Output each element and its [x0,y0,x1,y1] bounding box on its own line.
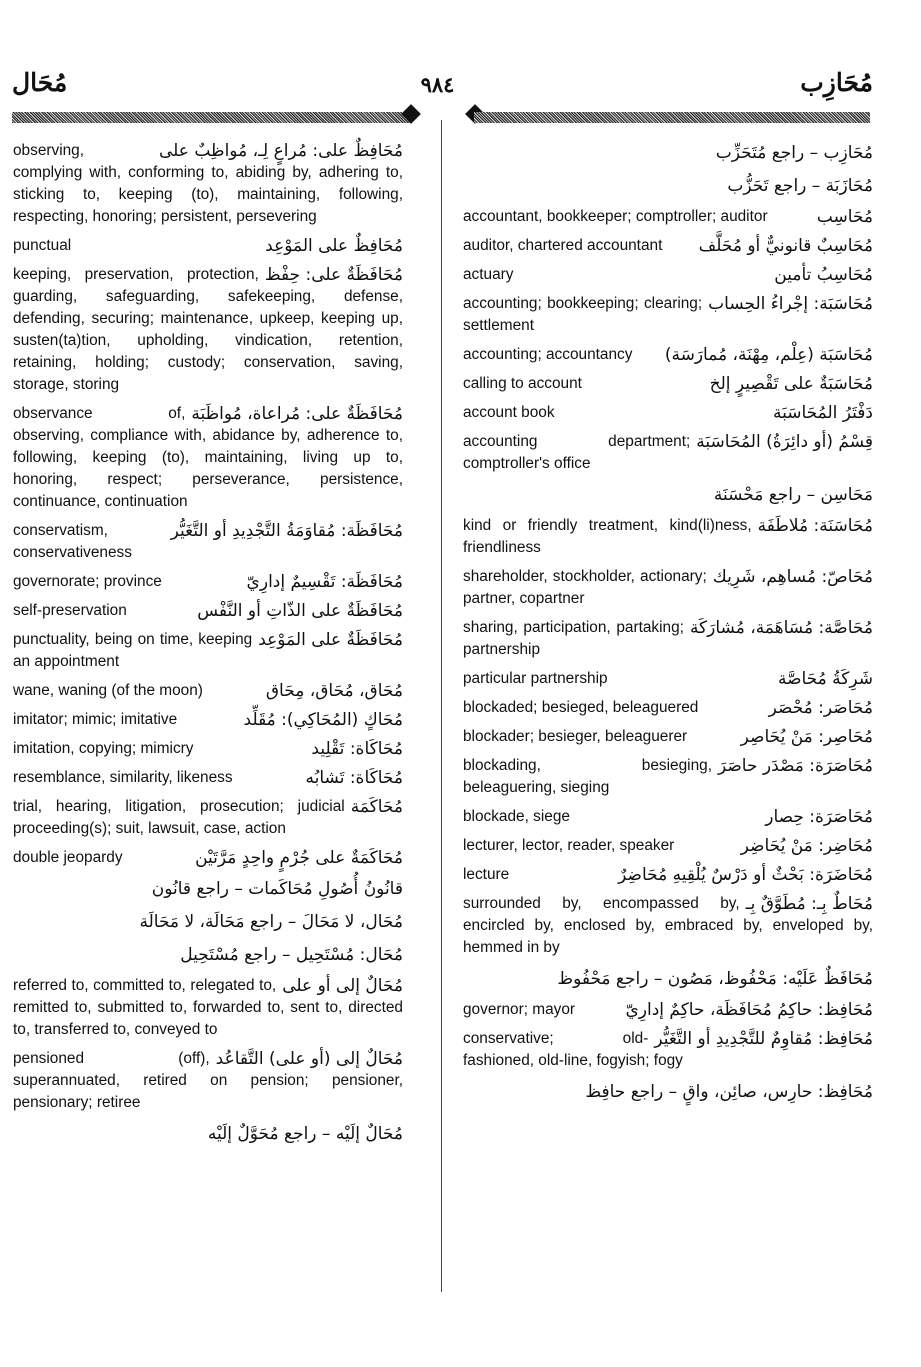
dictionary-entry [463,893,873,959]
arabic-headword: مُحَافَظَةٌ على المَوْعِد [258,630,403,650]
dictionary-entry [13,796,403,840]
dictionary-entry [463,1079,873,1105]
arabic-headword: مُحَاصَرَة: مَصْدَر حاصَرَ [717,756,873,776]
dictionary-entry [463,344,873,366]
arabic-headword: مُحَاكٍ (المُحَاكِي): مُقَلِّد [243,710,403,730]
arabic-headword: دَفْتَرُ المُحَاسَبَة [773,403,873,423]
header-guide-word-left: مُحَال [12,68,68,97]
dictionary-entry [13,942,403,968]
header-rule-right [474,112,870,123]
dictionary-entry [463,835,873,857]
dictionary-entry [463,617,873,661]
english-definition: blockading, besieging, beleaguering, sieging [463,757,712,796]
arabic-headword: مُحَافِظٌ على: مُراعٍ لِـ، مُواظِبٌ على [159,141,403,161]
arabic-headword: مُحَاسِبُ تأمين [774,265,873,285]
dictionary-entry [463,668,873,690]
english-definition: pensioned (off), superannuated, retired on pension; pensioner, pensionary; retiree [13,1050,403,1111]
english-definition: blockaded; besieged, beleaguered [463,699,699,716]
english-definition: blockade, siege [463,808,570,825]
english-definition: kind or friendly treatment, kind(li)ness, friendliness [463,517,752,556]
english-definition: imitation, copying; mimicry [13,740,194,757]
english-definition: punctuality, being on time, keeping an appointment [13,631,253,670]
arabic-cross-reference: مُحَال، لا مَحَالَ – راجع مَحَالَة، لا مَحَالَة [139,912,403,932]
arabic-headword: مُحَاسِبٌ قانونيٌّ أو مُحَلَّف [698,236,873,256]
english-definition: lecture [463,866,510,883]
arabic-headword: مُحَالٌ إلى (أو على) التَّقاعُد [215,1049,403,1069]
arabic-headword: مُحَافَظَة: مُقاوَمَةُ التَّجْدِيدِ أو التَّغَيُّر [170,521,403,541]
header-guide-word-right: مُحَازِب [800,68,873,97]
dictionary-entry [463,1028,873,1072]
dictionary-entry [463,431,873,475]
english-definition: account book [463,404,555,421]
column-divider [441,120,442,1292]
dictionary-entry [13,403,403,513]
dictionary-entry [13,571,403,593]
arabic-headword: مُحَاكَمَة [350,797,403,817]
arabic-headword: مُحَاسِب [816,207,873,227]
english-definition: keeping, preservation, protection, guarding, safeguarding, safekeeping, defense, defending, securing; maintenance, upkeep, keeping up, susten(ta)tion, upholding, vindication, retention, retaining, holding; custody; conservation, saving, storage, storing [13,266,403,393]
arabic-cross-reference: مَحَاسِن – راجع مَحْسَنَة [713,485,873,505]
english-definition: particular partnership [463,670,608,687]
arabic-cross-reference: مُحَافَظٌ عَلَيْه: مَحْفُوظ، مَصُون – راجع مَحْفُوظ [557,969,873,989]
dictionary-entry [463,966,873,992]
dictionary-entry [13,738,403,760]
dictionary-entry [463,482,873,508]
english-definition: surrounded by, encompassed by, encircled by, enclosed by, embraced by, enveloped by, hemmed in by [463,895,873,956]
arabic-headword: مُحَاصَّة: مُسَاهَمَة، مُشارَكَة [689,618,873,638]
english-definition: governor; mayor [463,1001,576,1018]
dictionary-entry [463,402,873,424]
arabic-headword: مُحَاسَبَة: إجْراءُ الحِساب [708,294,873,314]
english-definition: blockader; besieger, beleaguerer [463,728,688,745]
dictionary-entry [13,264,403,396]
arabic-headword: مُحَاسَبَة (عِلْم، مِهْنَة، مُمارَسَة) [664,345,873,365]
dictionary-entry [463,235,873,257]
dictionary-entry [13,600,403,622]
dictionary-entry [463,999,873,1021]
dictionary-entry [13,629,403,673]
english-definition: accounting department; comptroller's office [463,433,691,472]
arabic-headword: مُحَاق، مُحَاق، مِحَاق [265,681,403,701]
english-definition: conservative; old-fashioned, old-line, fogyish; fogy [463,1030,683,1069]
arabic-headword: مُحَافَظَةٌ على: حِفْظ [264,265,403,285]
arabic-headword: مُحَاضَرَة: بَحْثٌ أو دَرْسٌ يُلْقِيهِ مُحَاضِرٌ [618,865,873,885]
page-number: ٩٨٤ [420,72,455,97]
arabic-headword: شَرِكَةُ مُحَاصَّة [777,669,873,689]
arabic-headword: مُحَاصَرَة: حِصار [765,807,873,827]
arabic-headword: مُحَافِظٌ على المَوْعِد [265,236,403,256]
dictionary-entry [463,140,873,166]
arabic-headword: مُحَافَظَةٌ على الذّاتِ أو النَّفْس [197,601,403,621]
dictionary-entry [13,520,403,564]
dictionary-entry [463,755,873,799]
dictionary-entry [13,680,403,702]
arabic-headword: مُحَافِظ: مُقاوِمٌ للتَّجْدِيدِ أو التَّغَيُّر [654,1029,873,1049]
english-definition: wane, waning (of the moon) [13,682,203,699]
dictionary-entry [13,975,403,1041]
arabic-headword: مُحَافَظَةٌ على: مُراعاة، مُواظَبَة [191,404,403,424]
dictionary-entry [13,847,403,869]
english-definition: referred to, committed to, relegated to, remitted to, submitted to, forwarded to, sent to, directed to, transferred to, conveyed to [13,977,403,1038]
arabic-cross-reference: مُحَالٌ إلَيْه – راجع مُحَوَّلٌ إلَيْه [207,1124,403,1144]
arabic-headword: مُحَالٌ إلى أو على [282,976,403,996]
arabic-cross-reference: مُحَازِب – راجع مُتَحَزِّب [715,143,873,163]
arabic-headword: مُحَاكَمَةٌ على جُرْمٍ واحِدٍ مَرَّتَيْن [195,848,403,868]
dictionary-entry [463,293,873,337]
english-definition: sharing, participation, partaking; partnership [463,619,684,658]
arabic-headword: مُحَاصّ: مُساهِم، شَرِيك [712,567,873,587]
english-definition: trial, hearing, litigation, prosecution; judicial proceeding(s); suit, lawsuit, case, action [13,798,345,837]
arabic-headword: مُحَاسَبَةٌ على تَقْصِيرٍ إلخ [709,374,873,394]
dictionary-entry [463,726,873,748]
right-column [463,140,873,1112]
left-column [13,140,403,1154]
english-definition: double jeopardy [13,849,123,866]
english-definition: self-preservation [13,602,127,619]
english-definition: imitator; mimic; imitative [13,711,178,728]
dictionary-entry [463,806,873,828]
english-definition: observance of, observing, compliance with, abidance by, adherence to, following, keeping (to), maintaining, living up to, honoring, respect; perseverance, persistence, continuance, continuation [13,405,403,510]
arabic-headword: مُحَاضِر: مَنْ يُحَاضِر [740,836,873,856]
arabic-headword: قِسْمُ (أو دائِرَةُ) المُحَاسَبَة [696,432,873,452]
dictionary-entry [13,909,403,935]
arabic-headword: مُحَاصِر: مَنْ يُحَاصِر [740,727,873,747]
dictionary-entry [13,235,403,257]
dictionary-entry [463,697,873,719]
english-definition: lecturer, lector, reader, speaker [463,837,675,854]
english-definition: auditor, chartered accountant [463,237,663,254]
arabic-headword: مُحَاطٌ بِـ: مُطَوَّقٌ بِـ [745,894,873,914]
arabic-headword: مُحَافِظ: حاكِمُ مُحَافَظَة، حاكِمٌ إدارِيّ [625,1000,873,1020]
english-definition: calling to account [463,375,582,392]
dictionary-entry [463,566,873,610]
dictionary-entry [13,1121,403,1147]
dictionary-entry [13,709,403,731]
english-definition: actuary [463,266,514,283]
english-definition: resemblance, similarity, likeness [13,769,233,786]
arabic-cross-reference: مُحَازَبَة – راجع تَحَزُّب [727,176,873,196]
english-definition: observing, complying with, conforming to, abiding by, adhering to, sticking to, keeping (to), maintaining, following, respecting, honoring; persistent, persevering [13,142,403,225]
dictionary-entry [463,264,873,286]
dictionary-entry [463,173,873,199]
dictionary-entry [13,876,403,902]
english-definition: shareholder, stockholder, actionary; partner, copartner [463,568,707,607]
arabic-headword: مُحَاكَاة: تَقْلِيد [311,739,403,759]
english-definition: punctual [13,237,72,254]
dictionary-entry [13,767,403,789]
arabic-cross-reference: قانُونُ أُصُولِ مُحَاكَمات – راجع قانُون [151,879,403,899]
dictionary-entry [13,1048,403,1114]
arabic-cross-reference: مُحَال: مُسْتَحِيل – راجع مُسْتَحِيل [180,945,403,965]
arabic-headword: مُحَاكَاة: تَشابُه [305,768,403,788]
dictionary-entry [463,864,873,886]
dictionary-entry [463,206,873,228]
dictionary-entry [463,515,873,559]
dictionary-entry [13,140,403,228]
arabic-cross-reference: مُحَافِظ: حارِس، صائِن، واقٍ – راجع حافِظ [585,1082,873,1102]
arabic-headword: مُحَاصَر: مُحْصَر [768,698,873,718]
english-definition: conservatism, conservativeness [13,522,132,561]
arabic-headword: مُحَافَظَة: تَقْسِيمٌ إدارِيّ [246,572,403,592]
english-definition: accounting; bookkeeping; clearing; settlement [463,295,703,334]
arabic-headword: مُحَاسَنَة: مُلاطَفَة [757,516,873,536]
english-definition: governorate; province [13,573,162,590]
header-rule-left [12,112,410,123]
dictionary-entry [463,373,873,395]
english-definition: accountant, bookkeeper; comptroller; auditor [463,208,768,225]
english-definition: accounting; accountancy [463,346,633,363]
